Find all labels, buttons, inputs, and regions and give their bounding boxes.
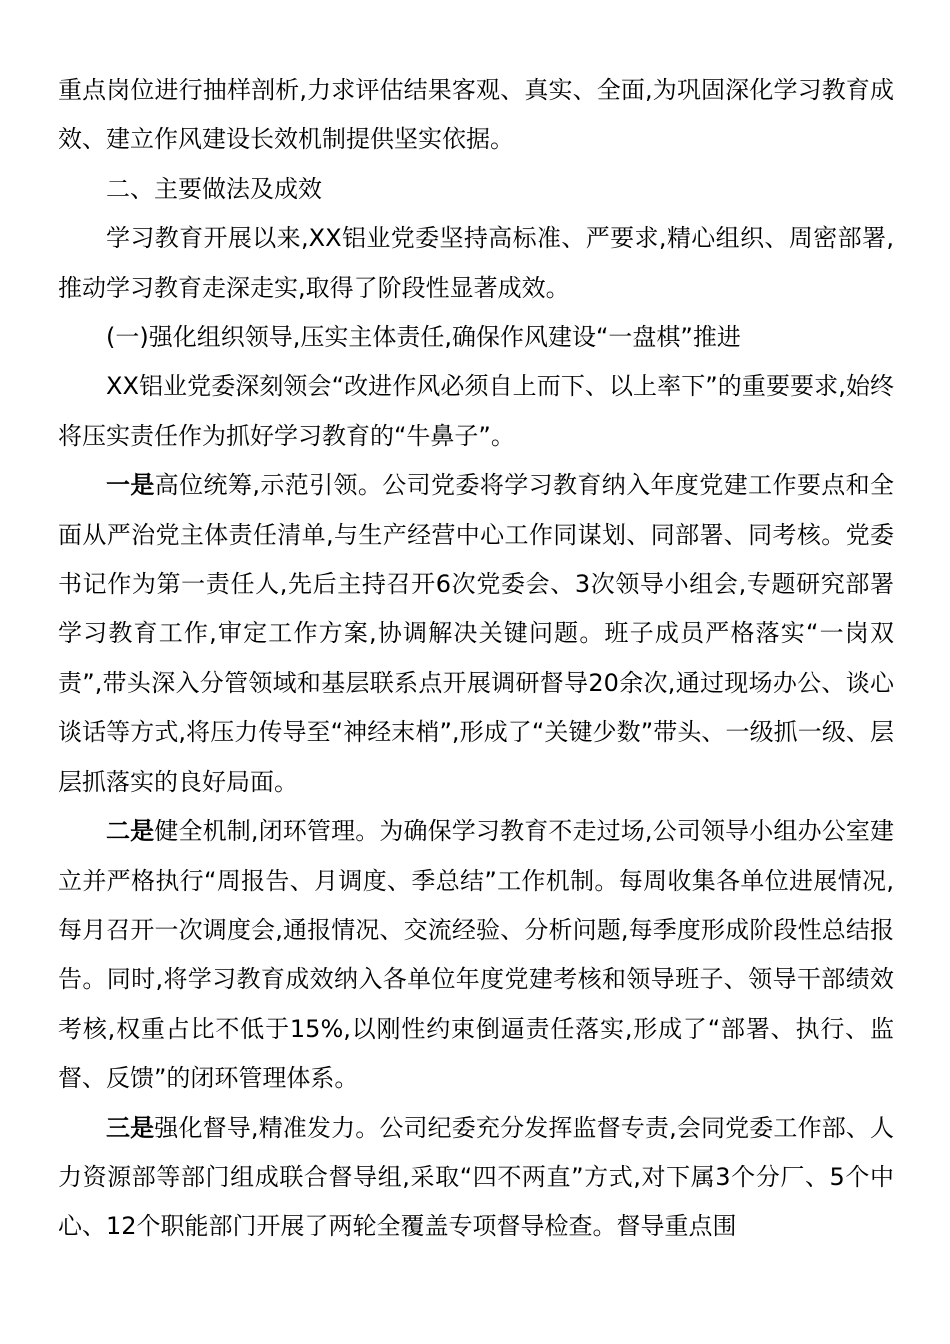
paragraph-intro	[58, 214, 894, 313]
paragraph-point-2	[58, 807, 894, 1103]
point-1-text: 高位统筹,示范引领。公司党委将学习教育纳入年度党建工作要点和全面从严治党主体责任清单,与生产经营中心工作同谋划、同部署、同考核。党委书记作为第一责任人,先后主持召开6次党委会、3次领导小组会,专题研究部署学习教育工作,审定工作方案,协调解决关键问题。班子成员严格落实“一岗双责”,带头深入分管领域和基层联系点开展调研督导20余次,通过现场办公、谈心谈话等方式,将压力传导至“神经末梢”,形成了“关键少数”带头、一级抓一级、层层抓落实的良好局面。	[58, 471, 894, 796]
point-3-lead: 三是	[106, 1113, 155, 1142]
point-2-text: 健全机制,闭环管理。为确保学习教育不走过场,公司领导小组办公室建立并严格执行“周报告、月调度、季总结”工作机制。每周收集各单位进展情况,每月召开一次调度会,通报情况、交流经验、分析问题,每季度形成阶段性总结报告。同时,将学习教育成效纳入各单位年度党建考核和领导班子、领导干部绩效考核,权重占比不低于15%,以刚性约束倒逼责任落实,形成了“部署、执行、监督、反馈”的闭环管理体系。	[58, 817, 894, 1093]
paragraph-1	[58, 66, 894, 165]
point-1-lead: 一是	[106, 471, 155, 500]
paragraph-1-text: 重点岗位进行抽样剖析,力求评估结果客观、真实、全面,为巩固深化学习教育成效、建立作风建设长效机制提供坚实依据。	[58, 76, 894, 154]
point-2-lead: 二是	[106, 817, 155, 846]
section-heading	[58, 165, 894, 214]
point-3-text: 强化督导,精准发力。公司纪委充分发挥监督专责,会同党委工作部、人力资源部等部门组成联合督导组,采取“四不两直”方式,对下属3个分厂、5个中心、12个职能部门开展了两轮全覆盖专项督导检查。督导重点围	[58, 1113, 894, 1241]
paragraph-leadership	[58, 362, 894, 461]
subsection-heading-text: (一)强化组织领导,压实主体责任,确保作风建设“一盘棋”推进	[106, 323, 741, 352]
subsection-heading	[58, 313, 894, 362]
document-page	[58, 66, 894, 1252]
paragraph-intro-text: 学习教育开展以来,XX铝业党委坚持高标准、严要求,精心组织、周密部署,推动学习教育走深走实,取得了阶段性显著成效。	[58, 224, 894, 302]
paragraph-leadership-text: XX铝业党委深刻领会“改进作风必须自上而下、以上率下”的重要要求,始终将压实责任作为抓好学习教育的“牛鼻子”。	[58, 372, 894, 450]
section-heading-text: 二、主要做法及成效	[106, 174, 322, 203]
paragraph-point-3	[58, 1104, 894, 1252]
paragraph-point-1	[58, 461, 894, 807]
